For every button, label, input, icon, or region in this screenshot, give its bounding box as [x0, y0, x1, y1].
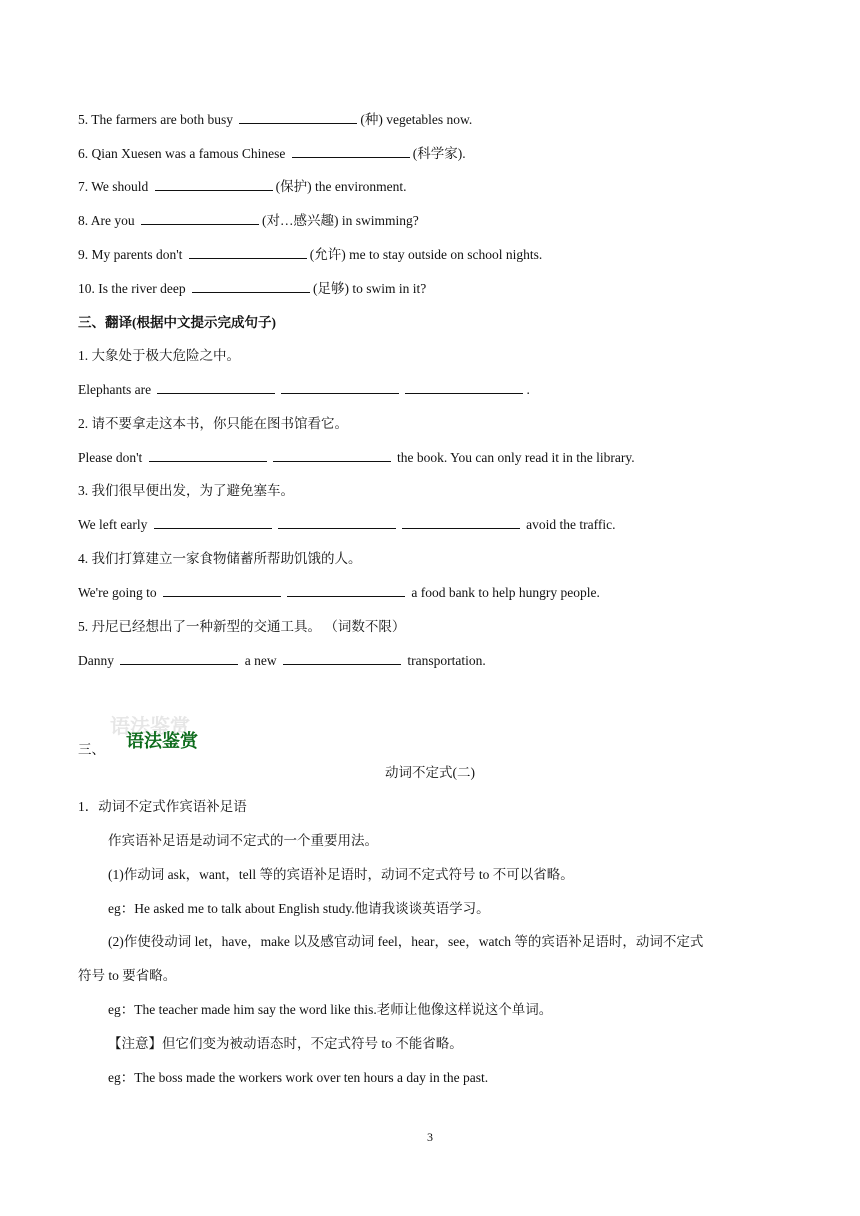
fill-blank-item: 10. Is the river deep (足够) to swim in it?	[78, 281, 427, 296]
translation-answer: We left early avoid the traffic.	[78, 517, 616, 532]
translation-prompt: 2. 请不要拿走这本书，你只能在图书馆看它。	[78, 416, 348, 431]
section-number: 三、	[78, 742, 105, 757]
grammar-subtitle: 动词不定式(二)	[385, 765, 475, 780]
answer-blank[interactable]	[155, 178, 273, 191]
answer-blank[interactable]	[287, 584, 405, 597]
translation-answer: We're going to a food bank to help hungry people.	[78, 585, 600, 600]
grammar-rule-continued: 符号 to 要省略。	[78, 968, 177, 983]
grammar-rule: (1)作动词 ask，want，tell 等的宾语补足语时，动词不定式符号 to 不可以省略。	[108, 867, 574, 882]
grammar-example: eg：The teacher made him say the word like this.老师让他像这样说这个单词。	[108, 1002, 553, 1017]
translation-answer: Please don't the book. You can only read it in the library.	[78, 450, 635, 465]
answer-blank[interactable]	[154, 516, 272, 529]
translation-answer: Danny a new transportation.	[78, 653, 486, 668]
fill-blank-item: 5. The farmers are both busy (种) vegetables now.	[78, 112, 473, 127]
answer-blank[interactable]	[192, 280, 310, 293]
page-number: 3	[427, 1130, 433, 1144]
fill-blank-item: 6. Qian Xuesen was a famous Chinese (科学家).	[78, 146, 466, 161]
answer-blank[interactable]	[281, 381, 399, 394]
grammar-note: 【注意】但它们变为被动语态时，不定式符号 to 不能省略。	[108, 1036, 463, 1051]
translation-heading: 三、翻译(根据中文提示完成句子)	[78, 315, 276, 330]
answer-blank[interactable]	[405, 381, 523, 394]
answer-blank[interactable]	[273, 449, 391, 462]
answer-blank[interactable]	[402, 516, 520, 529]
answer-blank[interactable]	[283, 652, 401, 665]
answer-blank[interactable]	[120, 652, 238, 665]
grammar-example: eg：He asked me to talk about English study.他请我谈谈英语学习。	[108, 901, 490, 916]
fill-blank-item: 9. My parents don't (允许) me to stay outside on school nights.	[78, 247, 543, 262]
translation-answer: Elephants are .	[78, 382, 530, 397]
grammar-title-watermark: 语法鉴赏	[110, 714, 190, 738]
fill-blank-item: 7. We should (保护) the environment.	[78, 179, 407, 194]
answer-blank[interactable]	[278, 516, 396, 529]
answer-blank[interactable]	[292, 145, 410, 158]
grammar-example: eg：The boss made the workers work over ten hours a day in the past.	[108, 1070, 489, 1085]
grammar-intro: 作宾语补足语是动词不定式的一个重要用法。	[108, 833, 378, 848]
grammar-section-title: 语法鉴赏	[126, 731, 198, 752]
answer-blank[interactable]	[149, 449, 267, 462]
translation-prompt: 3. 我们很早便出发，为了避免塞车。	[78, 483, 294, 498]
answer-blank[interactable]	[157, 381, 275, 394]
answer-blank[interactable]	[163, 584, 281, 597]
answer-blank[interactable]	[189, 246, 307, 259]
translation-prompt: 5. 丹尼已经想出了一种新型的交通工具。 （词数不限）	[78, 619, 406, 634]
fill-blank-item: 8. Are you (对…感兴趣) in swimming?	[78, 213, 419, 228]
answer-blank[interactable]	[141, 212, 259, 225]
translation-prompt: 1. 大象处于极大危险之中。	[78, 348, 240, 363]
answer-blank[interactable]	[239, 111, 357, 124]
translation-prompt: 4. 我们打算建立一家食物储蓄所帮助饥饿的人。	[78, 551, 362, 566]
grammar-point-heading: 1．动词不定式作宾语补足语	[78, 799, 247, 814]
grammar-rule: (2)作使役动词 let，have，make 以及感官动词 feel，hear，see，watch 等的宾语补足语时，动词不定式	[108, 934, 704, 949]
